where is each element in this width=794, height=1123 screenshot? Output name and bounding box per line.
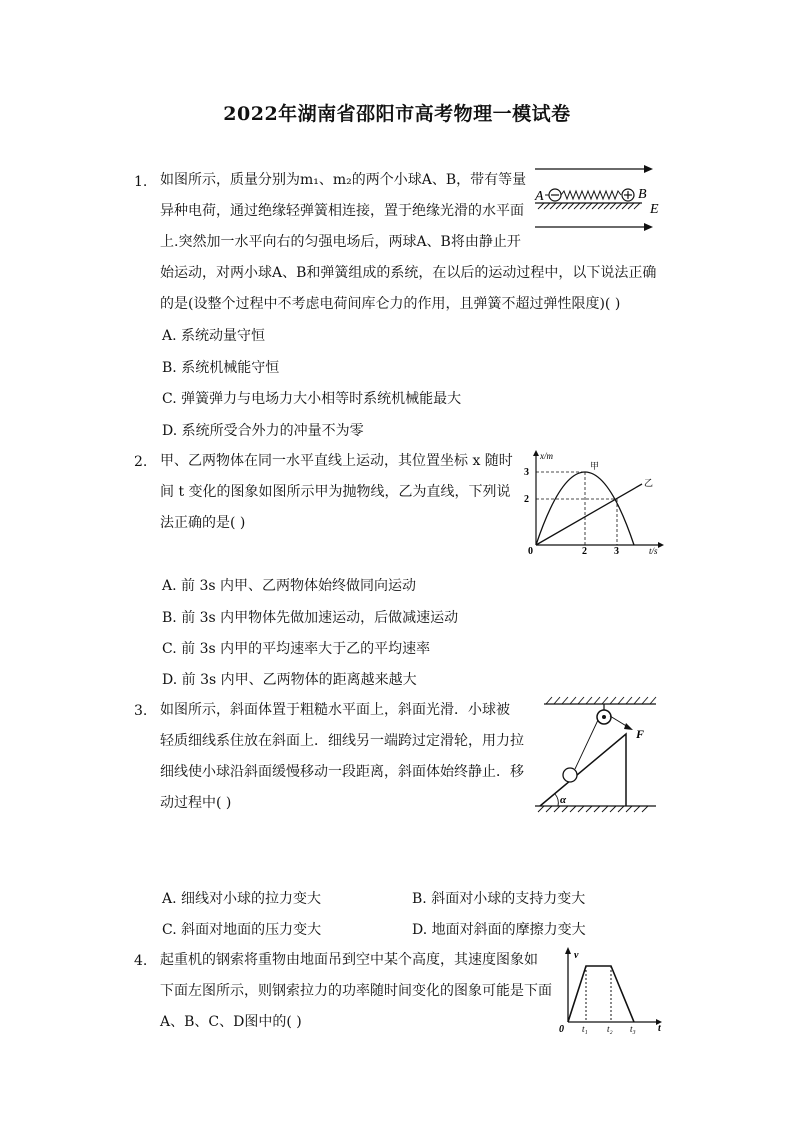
question-3-line: 如图所示，斜面体置于粗糙水平面上，斜面光滑．小球被 bbox=[160, 702, 510, 718]
y-axis-arrow-icon bbox=[565, 947, 571, 954]
pulley-axle bbox=[602, 715, 606, 719]
x-tick-label: t₃ bbox=[630, 1024, 636, 1034]
question-4-line: 起重机的钢索将重物由地面吊到空中某个高度，其速度图象如 bbox=[160, 952, 538, 968]
option-b: B. 斜面对小球的支持力变大 bbox=[412, 891, 586, 907]
question-number: 3. bbox=[134, 703, 148, 719]
force-arrow-icon bbox=[624, 723, 633, 730]
spring bbox=[561, 191, 621, 199]
question-1-line: 上.突然加一水平向右的匀强电场后，两球A、B将由静止开 bbox=[160, 234, 521, 250]
series-jia-label: 甲 bbox=[590, 461, 600, 471]
option-c: C. 斜面对地面的压力变大 bbox=[162, 922, 322, 938]
question-2-line: 法正确的是( ) bbox=[160, 515, 246, 531]
question-3-line: 轻质细线系住放在斜面上．细线另一端跨过定滑轮，用力拉 bbox=[160, 733, 524, 749]
origin-label: 0 bbox=[559, 1024, 564, 1034]
arrow-head-icon bbox=[644, 165, 653, 173]
page-title: 2022年湖南省邵阳市高考物理一模试卷 bbox=[223, 103, 571, 125]
series-yi-label: 乙 bbox=[644, 478, 654, 488]
x-tick-label: 2 bbox=[582, 546, 587, 556]
option-c: C. 前 3s 内甲的平均速率大于乙的平均速率 bbox=[162, 641, 431, 657]
question-4-text bbox=[160, 945, 552, 1038]
question-4-line: A、B、C、D图中的( ) bbox=[160, 1014, 302, 1030]
y-axis-arrow-icon bbox=[533, 450, 539, 456]
question-3-text bbox=[160, 695, 524, 819]
option-b: B. 前 3s 内甲物体先做加速运动，后做减速运动 bbox=[162, 610, 459, 626]
ground-hatch bbox=[538, 806, 648, 812]
option-d: D. 地面对斜面的摩擦力变大 bbox=[412, 922, 586, 938]
option-c: C. 弹簧弹力与电场力大小相等时系统机械能最大 bbox=[162, 391, 462, 407]
question-number: 1. bbox=[134, 174, 148, 190]
position-time-graph bbox=[518, 448, 668, 556]
question-4-line: 下面左图所示，则钢索拉力的功率随时间变化的图象可能是下面 bbox=[160, 983, 552, 999]
question-3-line: 细线使小球沿斜面缓慢移动一段距离，斜面体始终静止．移 bbox=[160, 764, 524, 780]
velocity-trace bbox=[568, 966, 634, 1022]
y-tick-label: 2 bbox=[524, 494, 529, 505]
incline-block bbox=[540, 734, 626, 806]
x-axis-label: t bbox=[658, 1023, 661, 1034]
option-d: D. 前 3s 内甲、乙两物体的距离越来越大 bbox=[162, 672, 417, 688]
option-a: A. 细线对小球的拉力变大 bbox=[162, 891, 322, 907]
option-b: B. 系统机械能守恒 bbox=[162, 360, 280, 376]
spring-field-diagram bbox=[532, 160, 667, 235]
question-2-line: 间 t 变化的图象如图所示甲为抛物线，乙为直线，下列说 bbox=[160, 484, 511, 500]
field-label: E bbox=[650, 202, 659, 217]
option-a: A. 前 3s 内甲、乙两物体始终做同向运动 bbox=[162, 578, 417, 594]
question-1-line: 的是(设整个过程中不考虑电荷间库仑力的作用，且弹簧不超过弹性限度)( ) bbox=[160, 296, 621, 312]
y-tick-label: 3 bbox=[524, 467, 529, 478]
x-tick-label: t₁ bbox=[582, 1024, 588, 1034]
x-axis-label: t/s bbox=[649, 546, 658, 556]
ball bbox=[563, 768, 577, 782]
angle-arc bbox=[555, 794, 558, 806]
option-a: A. 系统动量守恒 bbox=[162, 328, 266, 344]
question-2-line: 甲、乙两物体在同一水平直线上运动，其位置坐标 x 随时 bbox=[160, 453, 513, 469]
x-axis-arrow-icon bbox=[658, 542, 664, 548]
y-axis-label: x/m bbox=[540, 451, 553, 461]
origin-label: 0 bbox=[528, 546, 533, 556]
string bbox=[575, 720, 598, 769]
question-number: 2. bbox=[134, 454, 148, 470]
option-d: D. 系统所受合外力的冲量不为零 bbox=[162, 423, 364, 439]
incline-pulley-diagram bbox=[532, 694, 668, 818]
ball-a-label: A bbox=[535, 189, 544, 204]
series-yi-line bbox=[536, 484, 642, 545]
ground-hatch bbox=[538, 203, 640, 209]
arrow-head-icon bbox=[644, 223, 653, 231]
question-2-text bbox=[160, 446, 513, 539]
x-tick-label: 3 bbox=[614, 546, 619, 556]
question-1-line: 异种电荷，通过绝缘轻弹簧相连接，置于绝缘光滑的水平面 bbox=[160, 203, 524, 219]
y-axis-label: v bbox=[574, 950, 579, 961]
force-label: F bbox=[636, 727, 645, 741]
question-1-line: 如图所示，质量分别为m₁、m₂的两个小球A、B，带有等量 bbox=[160, 172, 527, 188]
x-tick-label: t₂ bbox=[607, 1024, 613, 1034]
angle-label: α bbox=[560, 794, 567, 806]
question-1-line: 始运动，对两小球A、B和弹簧组成的系统，在以后的运动过程中，以下说法正确 bbox=[160, 265, 657, 281]
ceiling-hatch bbox=[546, 697, 656, 704]
ball-b-label: B bbox=[638, 187, 647, 202]
velocity-time-graph bbox=[556, 944, 668, 1034]
question-number: 4. bbox=[134, 953, 148, 969]
question-3-line: 动过程中( ) bbox=[160, 795, 232, 811]
